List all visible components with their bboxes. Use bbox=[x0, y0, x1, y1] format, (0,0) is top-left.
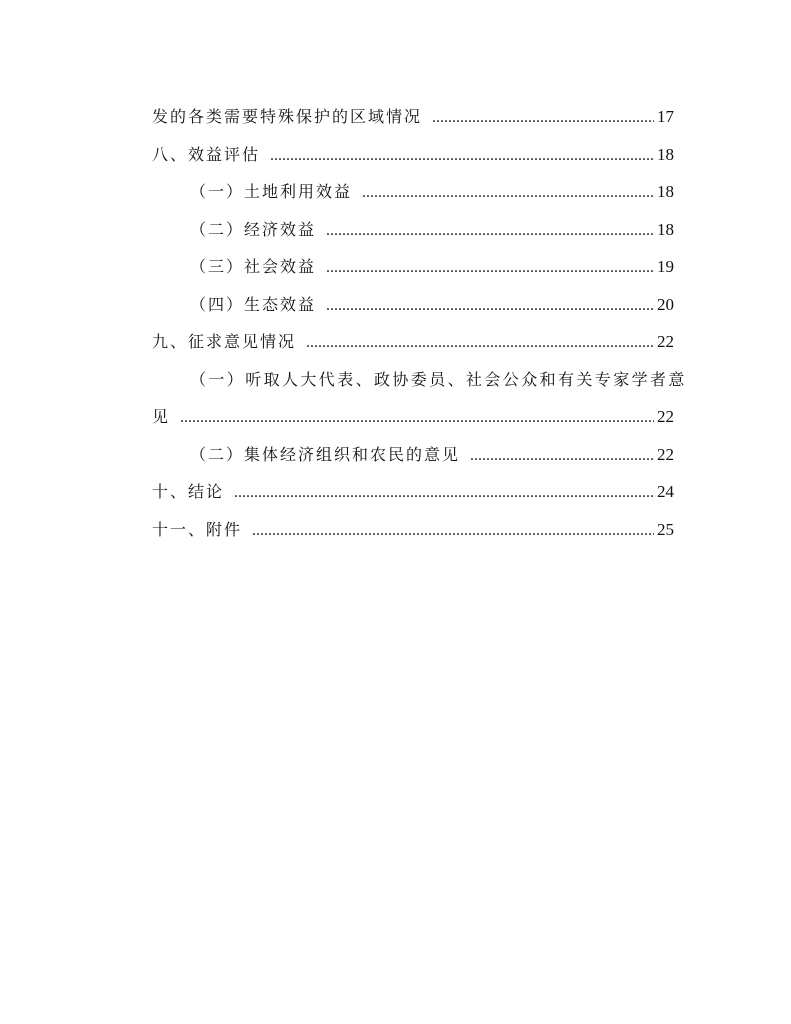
toc-page-number: 20 bbox=[657, 294, 674, 314]
toc-dot-leader bbox=[252, 512, 654, 550]
toc-entry-ecological-benefit[interactable] bbox=[152, 286, 674, 324]
table-of-contents bbox=[152, 98, 687, 548]
toc-entry-label: 十、结论 bbox=[152, 482, 225, 501]
toc-dot-leader bbox=[432, 99, 654, 137]
toc-entry-label: （二）集体经济组织和农民的意见 bbox=[190, 444, 461, 464]
toc-entry-label: （三）社会效益 bbox=[190, 257, 317, 276]
toc-entry-label-continued: 见 bbox=[152, 407, 171, 426]
toc-entry-collective-opinions[interactable] bbox=[152, 436, 674, 474]
toc-entry-benefit-evaluation[interactable] bbox=[152, 136, 674, 174]
toc-entry-conclusion[interactable] bbox=[152, 473, 674, 511]
toc-dot-leader bbox=[306, 324, 654, 362]
toc-page-number: 24 bbox=[657, 482, 674, 501]
toc-page-number: 22 bbox=[657, 444, 674, 464]
toc-dot-leader bbox=[326, 249, 654, 287]
toc-entry-label: 九、征求意见情况 bbox=[152, 332, 297, 351]
toc-dot-leader bbox=[362, 174, 654, 212]
toc-entry-social-benefit[interactable] bbox=[152, 248, 674, 286]
toc-dot-leader bbox=[180, 399, 654, 437]
toc-page-number: 25 bbox=[657, 519, 674, 539]
toc-entry-land-use-benefit[interactable] bbox=[152, 173, 674, 211]
toc-entry-protected-areas[interactable] bbox=[152, 98, 674, 136]
toc-dot-leader bbox=[234, 474, 654, 512]
toc-page-number: 22 bbox=[657, 332, 674, 351]
toc-dot-leader bbox=[270, 137, 654, 175]
toc-entry-attachments[interactable] bbox=[152, 511, 674, 549]
toc-entry-label: （四）生态效益 bbox=[190, 294, 317, 314]
toc-page-number: 18 bbox=[657, 182, 674, 201]
toc-page-number: 22 bbox=[657, 407, 674, 426]
toc-dot-leader bbox=[470, 437, 654, 475]
toc-entry-expert-opinions[interactable] bbox=[152, 361, 687, 436]
toc-page-number: 17 bbox=[657, 107, 674, 126]
toc-page-number: 19 bbox=[657, 257, 674, 276]
toc-entry-economic-benefit[interactable] bbox=[152, 211, 674, 249]
toc-entry-label: 八、效益评估 bbox=[152, 144, 261, 164]
toc-entry-label: （一）土地利用效益 bbox=[190, 182, 353, 201]
toc-dot-leader bbox=[326, 287, 654, 325]
toc-page-number: 18 bbox=[657, 144, 674, 164]
toc-entry-label: （一）听取人大代表、政协委员、社会公众和有关专家学者意 bbox=[190, 369, 687, 389]
toc-page-number: 18 bbox=[657, 219, 674, 239]
toc-entry-opinion-solicitation[interactable] bbox=[152, 323, 674, 361]
toc-entry-label: 发的各类需要特殊保护的区域情况 bbox=[152, 107, 423, 126]
toc-entry-label: （二）经济效益 bbox=[190, 219, 317, 239]
toc-entry-label: 十一、附件 bbox=[152, 519, 243, 539]
toc-dot-leader bbox=[326, 212, 654, 250]
